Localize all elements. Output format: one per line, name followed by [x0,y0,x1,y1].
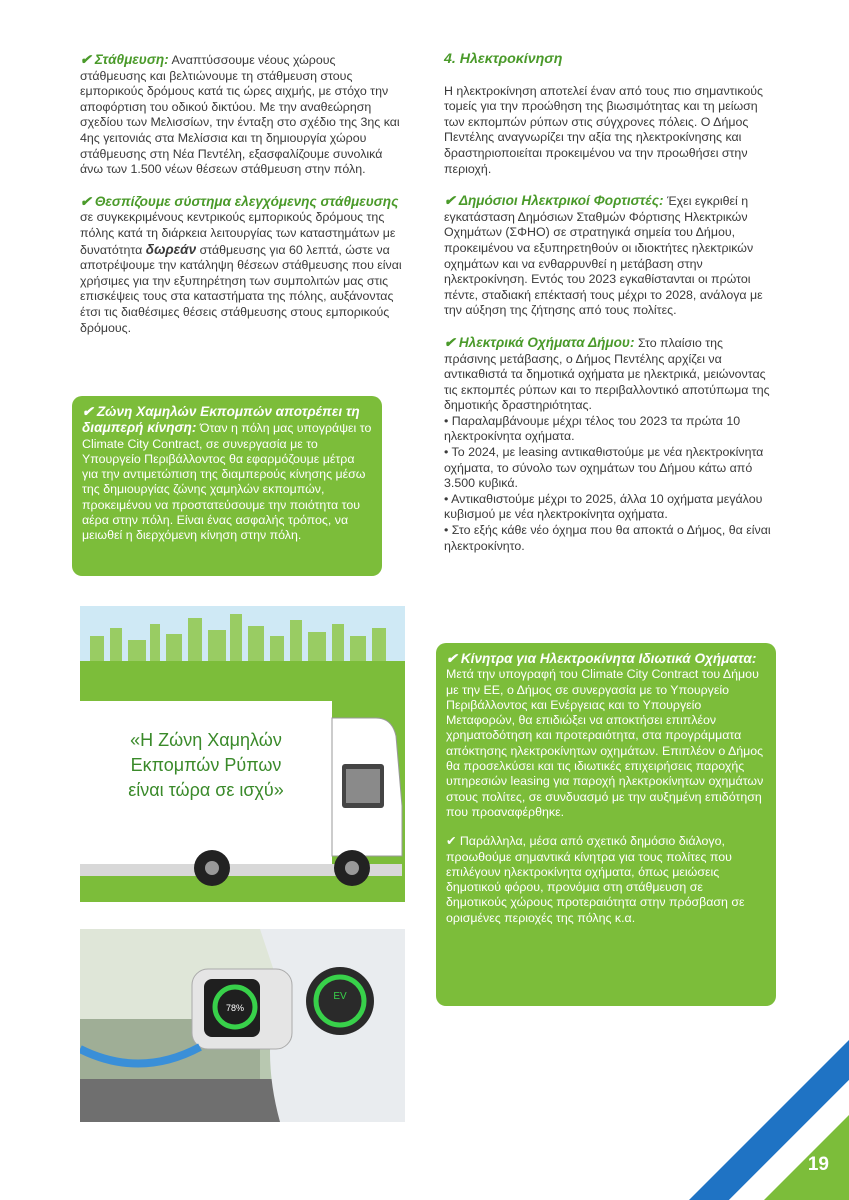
truck-slogan-line-2: Εκπομπών Ρύπων [130,755,282,775]
low-emission-heading: Ζώνη Χαμηλών Εκπομπών αποτρέπει τη διαμπερή κίνηση: [82,404,360,436]
fleet-check: ✔ [444,334,456,350]
chargers-check: ✔ [444,193,456,209]
fleet-bullet: • Παραλαμβάνουμε μέχρι τέλος του 2023 τα πρώτα 10 ηλεκτροκίνητα οχήματα. [444,413,741,444]
section-title: 4. Ηλεκτροκίνηση [444,51,563,67]
chargers-heading: Δημόσιοι Ηλεκτρικοί Φορτιστές: [458,193,664,209]
incentives-check: ✔ [446,651,458,666]
page-number: 19 [807,1154,829,1175]
truck-slogan-line-1: «Η Ζώνη Χαμηλών [130,730,282,750]
parking-check: ✔ [80,52,92,67]
fleet-heading: Ηλεκτρικά Οχήματα Δήμου: [458,334,635,350]
parking-text: Αναπτύσσουμε νέους χώρους στάθμευσης και βελτιώνουμε τη στάθμευση στους εμπορικούς δρόμους κατά τις ώρες αιχμής, με στόχο την αποφόρτιση του οδικού δικτύου. Με την αναθεώρηση σχεδίου των Μελισσίων, την ένταξη στο σχέδιο της 3ης και 4ης γειτονιάς στα Μελίσσια και τη δημιουργία χώρου στάθμευσης στη Νέα Πεντέλη, εξασφαλίζουμε συνολικά άνω των 1.500 νέων θέσεων στάθμευση στην πόλη. [80,53,400,177]
fleet-section [444,335,771,554]
incentives-text: Μετά την υπογραφή του Climate City Contract του Δήμου με την ΕΕ, ο Δήμος σε συνεργασία με το Υπουργείο Περιβάλλοντος και Ενέργειας και το Υπουργείο Μεταφορών, θα επιδιώξει να αποκτήσει επιπλέον χρηματοδότηση και προτεραιότητα, στα προγράμματα απόκτησης ηλεκτροκίνητων οχημάτων. Επιπλέον ο Δήμος θα προσελκύσει και τις ιδιωτικές επιχειρήσεις παροχής υπηρεσιών leasing για παροχή ηλεκτροκίνητων οχημάτων στους πολίτες, σε συνδυασμό με την αυξημένη επιδότηση που προαναφέρθηκε. [446,667,764,819]
charger-percent: 78% [225,1003,245,1013]
parking-heading: Στάθμευση: [94,52,169,67]
low-emission-truck-image [80,606,405,902]
incentives-heading: Κίνητρα για Ηλεκτροκίνητα Ιδιωτικά Οχήματα: [460,651,757,666]
controlled-free: δωρεάν [145,241,197,257]
controlled-text-2: στάθμευσης για 60 λεπτά, ώστε να αποτρέψουμε την κατάληψη θέσεων στάθμευσης που είναι χρήσιμες για την εξυπηρέτηση των συμπολιτών μας στις επισκέψεις τους στα καταστήματα της πόλης, αυξάνοντας έτσι τις διαθέσιμες θέσεις στάθμευσης στους εμπορικούς δρόμους. [80,242,402,335]
incentives-text-2: Παράλληλα, μέσα από σχετικό δημόσιο διάλογο, προωθούμε σημαντικά κίνητρα για τους πολίτες που επιλέγουν ηλεκτροκίνητα οχήματα, όπως μειώσεις δημοτικού φόρου, προνόμια στη στάθμευση σε δημοτικούς χώρους προτεραιότητα στην πρόσβαση σε ορισμένες περιοχές της πόλης κ.α. [446,834,745,925]
controlled-check: ✔ [80,193,92,209]
low-emission-box [72,396,382,576]
low-emission-text: Όταν η πόλη μας υπογράψει το Climate City Contract, σε συνεργασία με το Υπουργείο Περιβάλλοντος θα εφαρμόζουμε μέτρα για την αντιμετώπιση της διαμπερούς κίνησης μέσω της δημιουργίας ζώνης χαμηλών εκπομπών, προκειμένου να προστατεύσουμε την ποιότητα του αέρα στην πόλη. Είναι ένας ασφαλής τρόπος, να μειωθεί η διερχόμενη κίνηση στην πόλη. [82,421,372,543]
fleet-text: Στο πλαίσιο της πράσινης μετάβασης, ο Δήμος Πεντέλης αρχίζει να αντικαθιστά τα δημοτικά οχήματα με ηλεκτρικά, μειώνοντας τις εκπομπές ρύπων και το περιβαλλοντικό αποτύπωμα της δημοτικής δραστηριότητας. [444,335,770,413]
ev-charger-image [80,929,405,1122]
left-column [80,52,402,352]
controlled-heading: Θεσπίζουμε σύστημα ελεγχόμενης στάθμευσης [94,193,399,209]
parking-paragraph [80,52,402,178]
incentives-paragraph-2 [446,834,766,926]
incentives-paragraph [446,651,766,820]
fleet-bullet: • Αντικαθιστούμε μέχρι το 2025, άλλα 10 οχήματα μεγάλου κυβισμού με νέα ηλεκτροκίνητα οχήματα. [444,491,763,522]
right-column [444,52,771,554]
low-emission-check: ✔ [82,404,94,419]
fleet-bullet: • Στο εξής κάθε νέο όχημα που θα αποκτά ο Δήμος, θα είναι ηλεκτροκίνητο. [444,523,771,553]
public-chargers-paragraph [444,193,771,319]
fleet-paragraph [444,335,771,414]
intro-paragraph: Η ηλεκτροκίνηση αποτελεί έναν από τους πιο σημαντικούς τομείς για την προώθηση της βιωσιμότητας και τη μείωση των εκπομπών ρύπων στις σύγχρονες πόλεις. Ο Δήμος Πεντέλης αναγνωρίζει την αξία της ηλεκτροκίνησης και δραστηριοποιείται προκειμένου να την προωθήσει στην περιοχή. [444,83,763,176]
fleet-bullet: • Το 2024, με leasing αντικαθιστούμε με νέα ηλεκτροκίνητα οχήματα, το σύνολο των οχημάτων του Δήμου κάτω από 3.500 κυβικά. [444,445,764,491]
incentives-box [436,643,776,1006]
incentives-check-2: ✔ [446,834,457,849]
controlled-parking-paragraph [80,194,402,336]
truck-slogan-line-3: είναι τώρα σε ισχύ» [128,780,284,800]
chargers-text: Έχει εγκριθεί η εγκατάσταση Δημόσιων Σταθμών Φόρτισης Ηλεκτρικών Οχημάτων (ΣΦΗΟ) σε στρατηγικά σημεία του Δήμου, προκειμένου να εξυπηρετηθούν οι ιδιοκτήτες ηλεκτρικών οχημάτων και να ενθαρρυνθεί η μετάβαση στην ηλεκτροκίνηση. Εντός του 2023 εγκαθίστανται οι πρώτοι πέντε, σταδιακή επέκτασή τους μέχρι το 2028, ανάλογα με την αύξηση της ζήτησης από τους πολίτες. [444,194,763,318]
controlled-text-1: σε συγκεκριμένους κεντρικούς εμπορικούς δρόμους της πόλης κατά τη διάρκεια λειτουργίας των καταστημάτων με δυνατότητα [80,210,396,257]
charger-ev-label: EV [333,991,347,1002]
